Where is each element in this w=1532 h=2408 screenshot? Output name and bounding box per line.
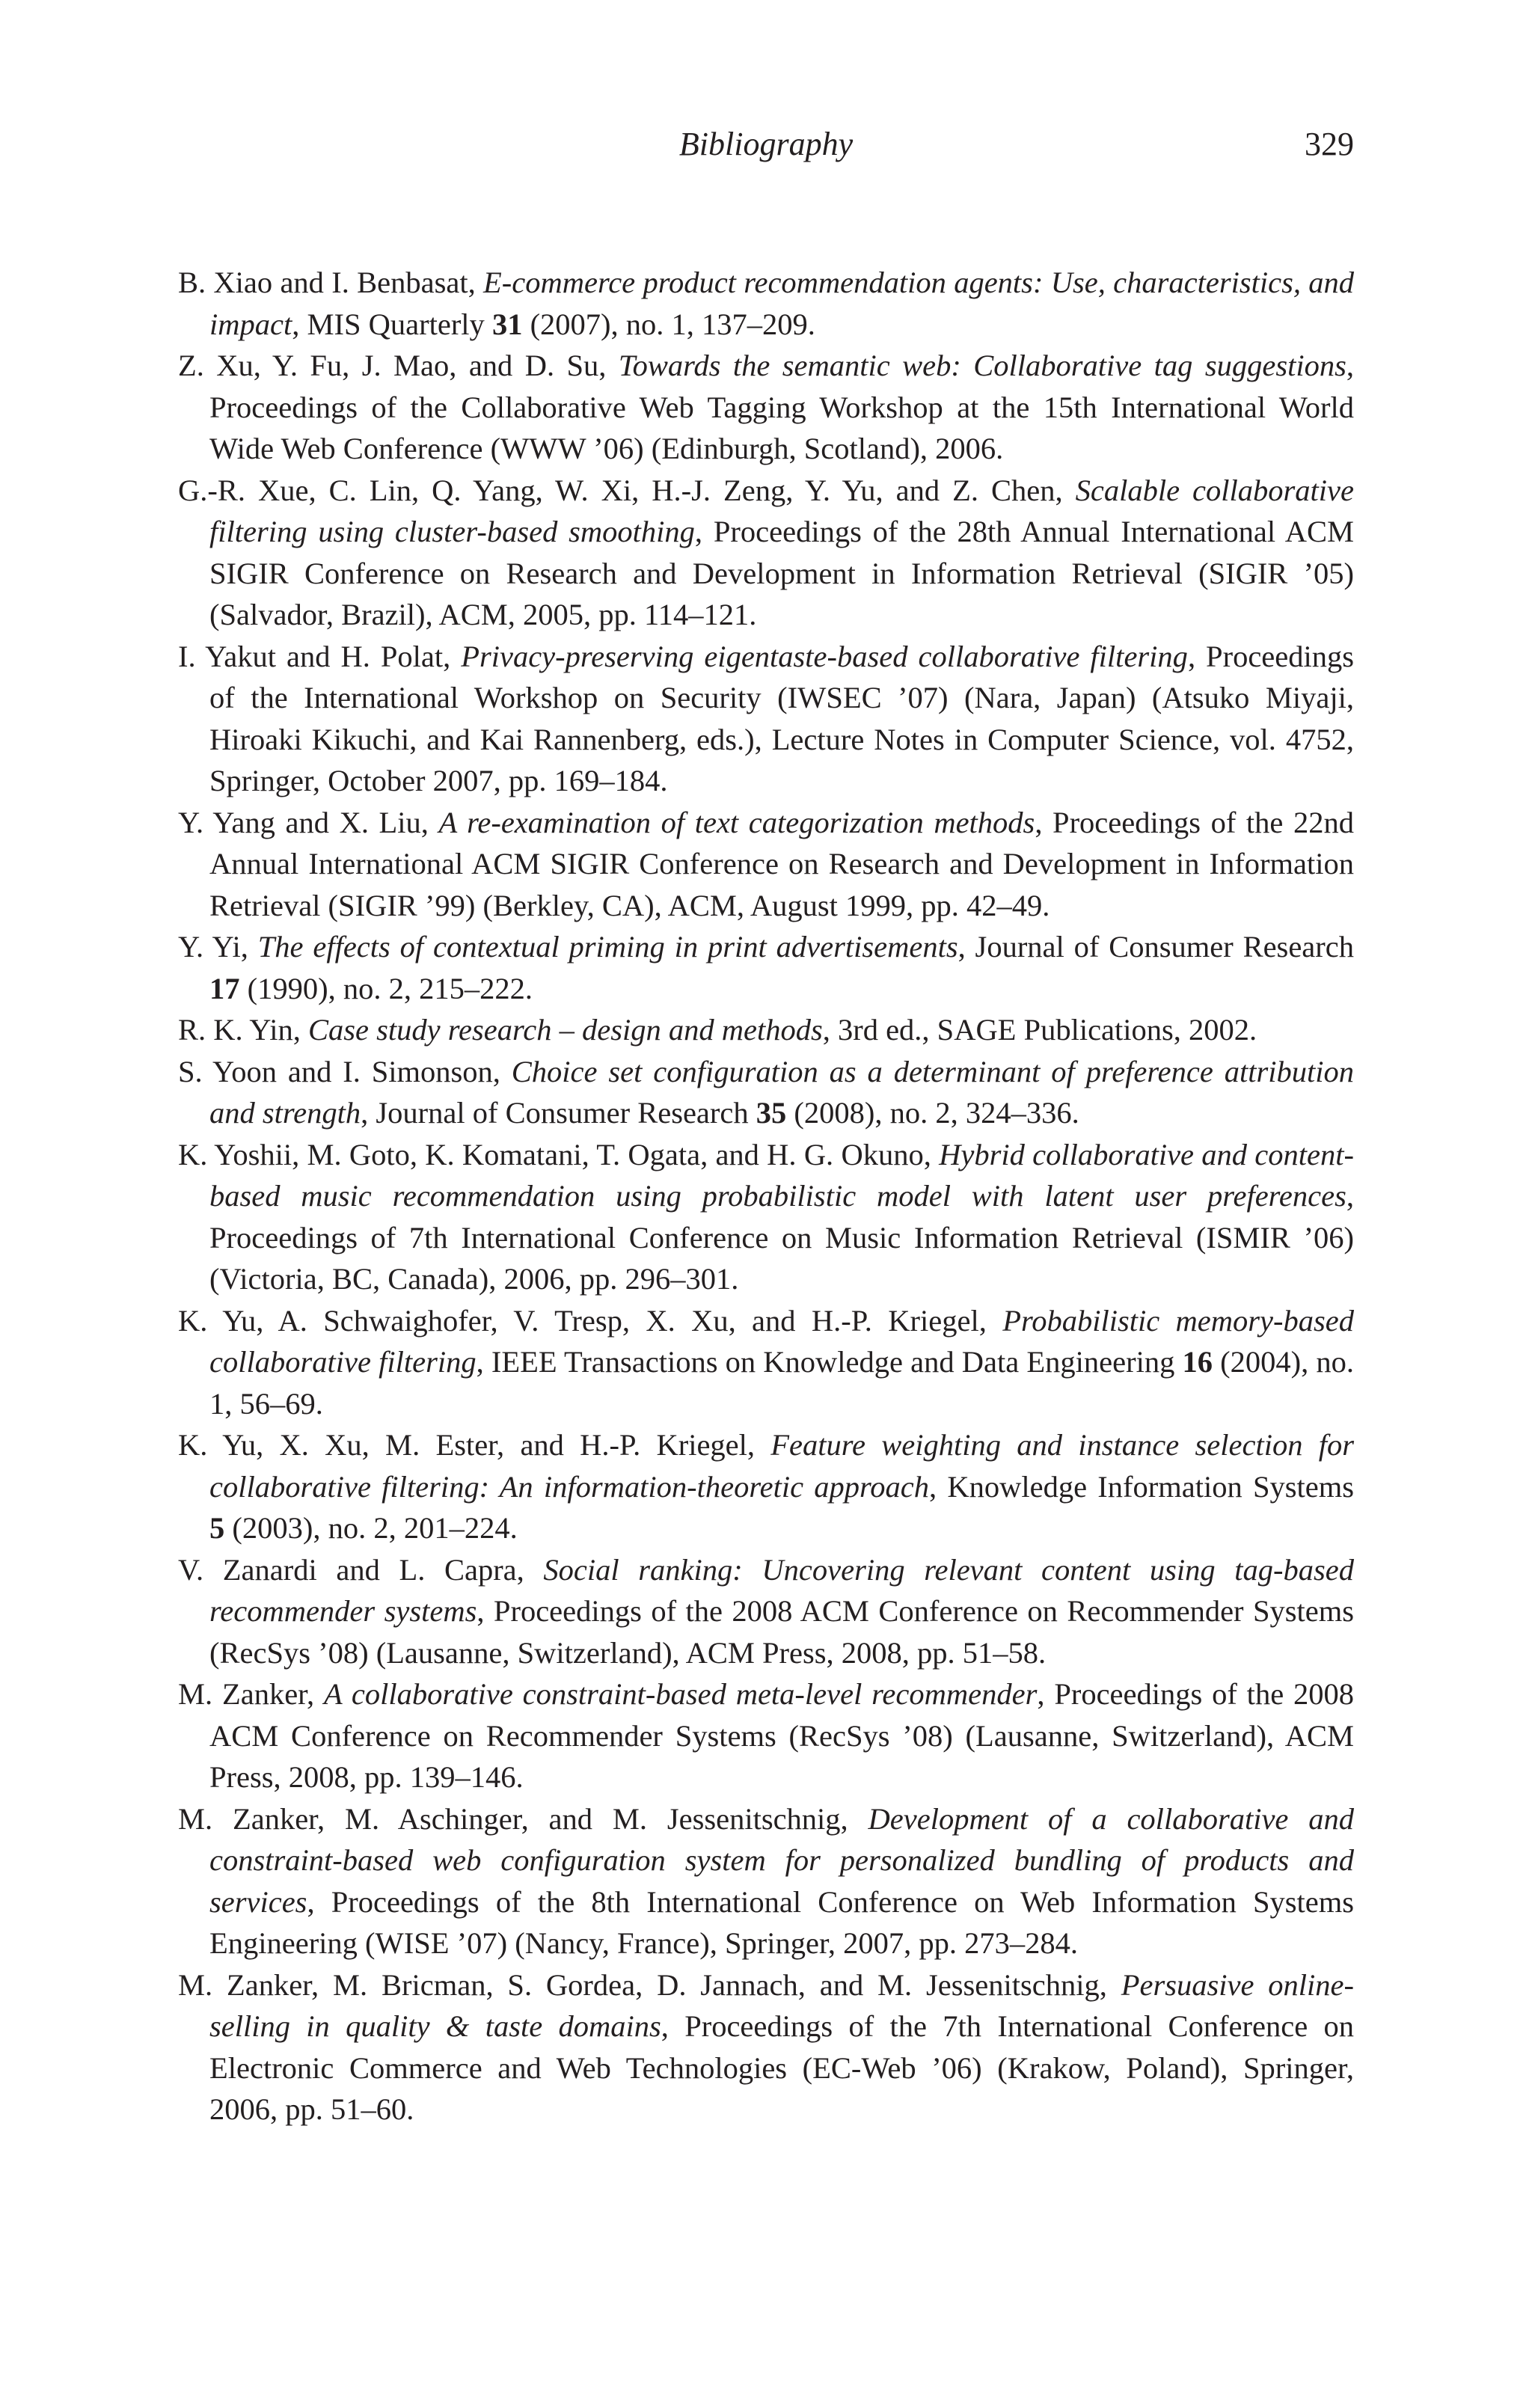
- entry-authors: Y. Yang and X. Liu,: [178, 805, 439, 839]
- entry-authors: G.-R. Xue, C. Lin, Q. Yang, W. Xi, H.-J. Zeng, Y. Yu, and Z. Chen,: [178, 473, 1076, 507]
- bibliography-entry: [178, 1549, 1354, 1674]
- entry-title: Case study research – design and methods: [308, 1013, 823, 1047]
- bibliography-entry: [178, 1300, 1354, 1425]
- entry-authors: I. Yakut and H. Polat,: [178, 639, 462, 673]
- entry-title: A re-examination of text categorization methods: [438, 805, 1035, 839]
- entry-publication: , Proceedings of the Collaborative Web Tagging Workshop at the 15th International World Wide Web Conference (WWW ’06) (Edinburgh, Scotland), 2006.: [209, 349, 1354, 465]
- entry-authors: K. Yoshii, M. Goto, K. Komatani, T. Ogata, and H. G. Okuno,: [178, 1137, 940, 1171]
- entry-authors: Y. Yi,: [178, 930, 258, 963]
- page-header: [178, 118, 1354, 171]
- entry-volume: 5: [209, 1511, 225, 1545]
- entry-details: (2007), no. 1, 137–209.: [522, 307, 815, 341]
- bibliography-entry: [178, 1424, 1354, 1549]
- entry-details: (1990), no. 2, 215–222.: [239, 971, 533, 1005]
- entry-publication: , Journal of Consumer Research: [958, 930, 1354, 963]
- bibliography-entry: [178, 470, 1354, 636]
- entry-authors: S. Yoon and I. Simonson,: [178, 1054, 512, 1088]
- bibliography-entry: [178, 1051, 1354, 1134]
- entry-publication: , Proceedings of the 8th International Conference on Web Information Systems Engineering (WISE ’07) (Nancy, France), Springer, 2007, pp. 273–284.: [209, 1884, 1354, 1960]
- entry-title: Feature weighting and instance selection for collaborative filtering: An information-theoretic approach: [209, 1428, 1354, 1504]
- entry-title: Towards the semantic web: Collaborative tag suggestions: [618, 349, 1346, 382]
- entry-authors: K. Yu, X. Xu, M. Ester, and H.-P. Kriegel,: [178, 1428, 771, 1462]
- bibliography-entry: [178, 1673, 1354, 1798]
- entry-publication: , Journal of Consumer Research: [361, 1096, 756, 1130]
- bibliography-entry: [178, 1798, 1354, 1964]
- entry-publication: , Proceedings of the 7th International Conference on Electronic Commerce and Web Technologies (EC-Web ’06) (Krakow, Poland), Springer, 2006, pp. 51–60.: [209, 2009, 1355, 2126]
- entry-title: E-commerce product recommendation agents: Use, characteristics, and impact: [209, 266, 1355, 341]
- bibliography-entry: [178, 1134, 1354, 1300]
- entry-authors: R. K. Yin,: [178, 1013, 309, 1047]
- entry-title: Privacy-preserving eigentaste-based collaborative filtering: [461, 639, 1188, 673]
- bibliography-entry: [178, 1964, 1354, 2130]
- page-number: 329: [1305, 126, 1354, 162]
- entry-authors: M. Zanker, M. Bricman, S. Gordea, D. Jannach, and M. Jessenitschnig,: [178, 1967, 1121, 2002]
- entry-publication: , Proceedings of the International Workshop on Security (IWSEC ’07) (Nara, Japan) (Atsuko Miyaji, Hiroaki Kikuchi, and Kai Rannenberg, eds.), Lecture Notes in Computer Science, vol. 4752, Springer, October 2007, pp. 169–184.: [209, 639, 1355, 797]
- bibliography-entry: [178, 262, 1354, 345]
- entry-authors: M. Zanker,: [178, 1677, 324, 1711]
- entry-title: Probabilistic memory-based collaborative filtering: [209, 1303, 1354, 1379]
- entry-authors: K. Yu, A. Schwaighofer, V. Tresp, X. Xu, and H.-P. Kriegel,: [178, 1303, 1003, 1338]
- entry-publication: , Proceedings of the 2008 ACM Conference on Recommender Systems (RecSys ’08) (Lausanne, Switzerland), ACM Press, 2008, pp. 51–58.: [209, 1594, 1355, 1670]
- entry-publication: , 3rd ed., SAGE Publications, 2002.: [822, 1013, 1257, 1047]
- entry-volume: 17: [209, 971, 240, 1005]
- entry-title: The effects of contextual priming in print advertisements: [257, 930, 958, 963]
- entry-volume: 31: [491, 307, 523, 341]
- entry-title: Hybrid collaborative and content-based music recommendation using probabilistic model with latent user preferences: [209, 1137, 1354, 1213]
- entry-title: Choice set configuration as a determinant of preference attribution and strength: [209, 1054, 1355, 1130]
- running-title: Bibliography: [678, 126, 854, 162]
- entry-volume: 35: [756, 1096, 787, 1130]
- bibliography-entry: [178, 802, 1354, 927]
- entry-volume: 16: [1182, 1345, 1213, 1379]
- bibliography-list: [178, 262, 1354, 2130]
- bibliography-entry: [178, 1009, 1354, 1051]
- entry-title: Development of a collaborative and constraint-based web configuration system for personalized bundling of products and services: [209, 1801, 1354, 1919]
- entry-publication: , Proceedings of the 22nd Annual International ACM SIGIR Conference on Research and Development in Information Retrieval (SIGIR ’99) (Berkley, CA), ACM, August 1999, pp. 42–49.: [209, 805, 1354, 922]
- entry-title: Social ranking: Uncovering relevant content using tag-based recommender systems: [209, 1552, 1355, 1628]
- entry-authors: B. Xiao and I. Benbasat,: [178, 266, 484, 299]
- entry-title: Scalable collaborative filtering using cluster-based smoothing: [209, 473, 1354, 548]
- entry-details: (2004), no. 1, 56–69.: [209, 1345, 1354, 1421]
- entry-details: (2008), no. 2, 324–336.: [786, 1096, 1079, 1130]
- entry-publication: , MIS Quarterly: [292, 307, 492, 341]
- entry-authors: V. Zanardi and L. Capra,: [178, 1552, 544, 1587]
- entry-publication: , Proceedings of 7th International Conference on Music Information Retrieval (ISMIR ’06) (Victoria, BC, Canada), 2006, pp. 296–301.: [209, 1179, 1354, 1296]
- entry-publication: , Proceedings of the 28th Annual International ACM SIGIR Conference on Research and Development in Information Retrieval (SIGIR ’05) (Salvador, Brazil), ACM, 2005, pp. 114–121.: [209, 515, 1354, 631]
- bibliography-entry: [178, 345, 1354, 470]
- entry-title: A collaborative constraint-based meta-level recommender: [324, 1677, 1038, 1711]
- entry-publication: , Proceedings of the 2008 ACM Conference on Recommender Systems (RecSys ’08) (Lausanne, Switzerland), ACM Press, 2008, pp. 139–146.: [209, 1677, 1355, 1794]
- entry-publication: , IEEE Transactions on Knowledge and Data Engineering: [476, 1345, 1183, 1379]
- entry-publication: , Knowledge Information Systems: [929, 1469, 1355, 1504]
- entry-authors: M. Zanker, M. Aschinger, and M. Jessenitschnig,: [178, 1801, 868, 1836]
- bibliography-entry: [178, 636, 1354, 802]
- entry-authors: Z. Xu, Y. Fu, J. Mao, and D. Su,: [178, 349, 619, 382]
- entry-details: (2003), no. 2, 201–224.: [224, 1511, 518, 1545]
- entry-title: Persuasive online-selling in quality & taste domains: [209, 1967, 1355, 2043]
- bibliography-entry: [178, 926, 1354, 1009]
